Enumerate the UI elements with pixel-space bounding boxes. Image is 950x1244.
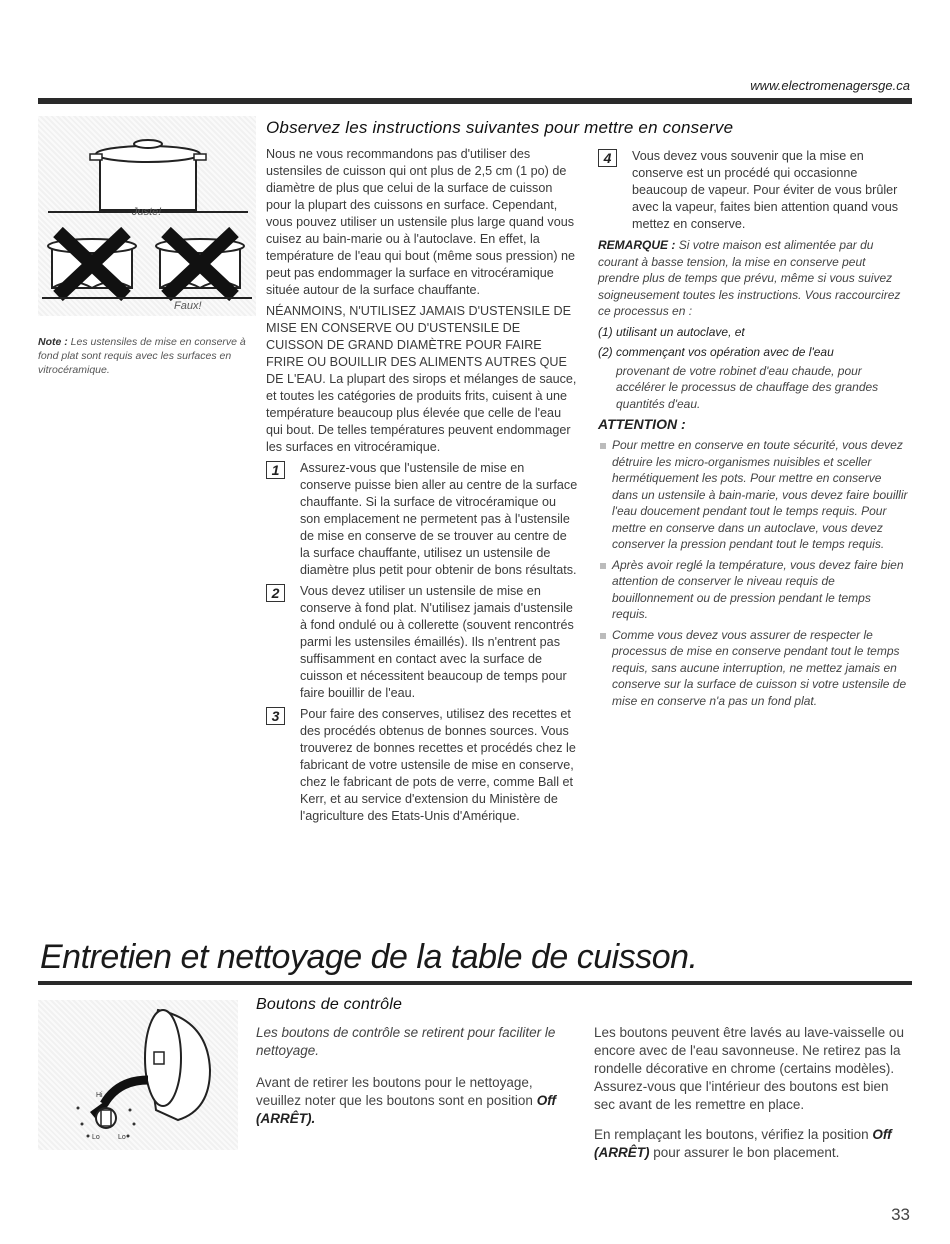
off-position-label-2: Off (ARRÊT) <box>594 1127 892 1160</box>
attention-item-1: Pour mettre en conserve en toute sécurité, vous devez détruire les micro-organismes nuisibles et sceller hermétiquement les pots. Pour mettre en conserve dans un ustensile à bain-marie, vous devez faire bouillir l'eau doucement pendant tout le temps requis. Pour mettre en conserve dans un autoclave, vous devez conserver la pression pendant tout le temps requis. <box>598 437 910 553</box>
website-url: www.electromenagersge.ca <box>750 78 910 93</box>
remarque-label: REMARQUE : <box>598 238 676 252</box>
remarque-option-2 <box>598 344 910 361</box>
step-text-4: Vous devez vous souvenir que la mise en conserve est un procédé qui occasionne beaucoup de vapeur. Pour éviter de vous brûler avec la vapeur, faites bien attention quand vous mettez en conserve. <box>632 149 899 231</box>
attention-item-3: Comme vous devez vous assurer de respecter le processus de mise en conserve pendant tout le temps requis, sans aucune interruption, ne mettez jamais en conserve sur la surface de cuisson si votre ustensile de mise en conserve n'a pas un fond plat. <box>598 627 910 710</box>
figure-note <box>38 335 248 377</box>
remarque-block <box>598 237 910 320</box>
middle-rule <box>38 981 912 985</box>
wrong-pot-right-icon <box>156 232 244 296</box>
knob-label-hi: Hi <box>96 1092 103 1099</box>
canning-step-4 <box>598 148 910 233</box>
controls-paragraph-1-text: Avant de retirer les boutons pour le nettoyage, veuillez noter que les boutons sont en position <box>256 1075 533 1108</box>
controls-paragraph-1 <box>256 1074 572 1128</box>
canning-paragraph-2: NÉANMOINS, N'UTILISEZ JAMAIS D'USTENSILE DE MISE EN CONSERVE OU D'USTENSILE DE CUISSON DE GRAND DIAMÈTRE POUR FAIRE FRIRE OU BOUILLIR DES ALIMENTS AUTRES QUE DE L'EAU. La plupart des sirops et mélanges de sauce, et toutes les catégories de produits frits, cuisent à une température beaucoup plus élevée que celle de l'eau qui bout. De telles températures peuvent endommager les surfaces en vitrocéramique. <box>266 304 577 454</box>
step-number-1: 1 <box>266 461 285 479</box>
cleaning-section-heading: Entretien et nettoyage de la table de cuisson. <box>40 938 698 976</box>
caption-correct: Juste! <box>132 206 162 218</box>
controls-paragraph-2: Les boutons peuvent être lavés au lave-vaisselle ou encore avec de l'eau savonneuse. Ne retirez pas la rondelle décorative en chrome (certains modèles). Assurez-vous que l'intérieur des boutons est bien sec avant de les remettre en place. <box>594 1025 904 1112</box>
controls-paragraph-3 <box>594 1126 912 1162</box>
controls-paragraph-3-a: En remplaçant les boutons, vérifiez la position <box>594 1127 869 1142</box>
canning-right-column <box>598 146 910 713</box>
canning-step-1 <box>266 460 578 579</box>
top-rule <box>38 98 912 104</box>
note-label: Note : <box>38 336 68 348</box>
canning-pots-illustration <box>38 116 256 316</box>
knob-label-lo-left: Lo <box>92 1134 100 1141</box>
knob-icon <box>145 1010 210 1120</box>
step-text-2: Vous devez utiliser un ustensile de mise en conserve à fond plat. N'utilisez jamais d'ustensile à fond ondulé ou à collerette (souvent rencontrés parmi les ustensiles émaillés). Ils n'entrent pas suffisamment en contact avec la surface de cuisson et nécessitent beaucoup de temps pour faire bouillir de l'eau. <box>300 584 574 700</box>
step-number-3: 3 <box>266 707 285 725</box>
step-text-1: Assurez-vous que l'ustensile de mise en conserve puisse bien aller au centre de la surface chauffante. Si la surface de vitrocéramique ou son emplacement ne permetent pas à l'ustensile de mise en conserve de se trouver au centre de la surface chauffante, utilisez un ustensile de diamètre plus petit pour obtenir de bons résultats. <box>300 461 578 577</box>
knob-drawing <box>38 1000 238 1150</box>
knob-label-lo-right: Lo <box>118 1134 126 1141</box>
step-number-4: 4 <box>598 149 617 167</box>
controls-right-text <box>594 1024 912 1162</box>
remarque-option-2-text: provenant de votre robinet d'eau chaude, pour accélérer le processus de chauffage des grandes quantités d'eau. <box>616 363 879 411</box>
canning-paragraph-1: Nous ne vous recommandons pas d'utiliser des ustensiles de cuisson qui ont plus de 2,5 cm (1 po) de diamètre de plus que celui de la surface de cuisson pour la plupart des cuissons en surface. Cependant, vous pouvez utiliser un ustensile plus large quand vous cuisez au bain-marie ou à l'autoclave. En effet, la température de l'eau qui bout (même sous pression) ne peut pas endommager la surface en vitrocéramique située autour de la surface chauffante. <box>266 147 576 297</box>
knob-illustration <box>38 1000 238 1150</box>
controls-paragraph-3-b: pour assurer le bon placement. <box>653 1145 840 1160</box>
correct-pot-icon <box>48 140 248 212</box>
attention-label: ATTENTION : <box>598 416 686 432</box>
remarque-option-2-label: (2) commençant vos opération avec de l'eau <box>598 345 834 359</box>
attention-item-2: Après avoir reglé la température, vous devez faire bien attention de conserver le niveau requis de bouillonnement ou de pression pendant le temps requis. <box>598 557 910 623</box>
controls-intro: Les boutons de contrôle se retirent pour faciliter le nettoyage. <box>256 1025 556 1058</box>
page-number: 33 <box>891 1205 910 1224</box>
canning-middle-column <box>266 146 578 829</box>
canning-section-title: Observez les instructions suivantes pour mettre en conserve <box>266 118 734 137</box>
step-number-2: 2 <box>266 584 285 602</box>
controls-subtitle: Boutons de contrôle <box>256 996 403 1013</box>
step-text-3: Pour faire des conserves, utilisez des recettes et des procédés obtenus de bonnes sources. Vous trouverez de bonnes recettes et procédés chez le fabricant de votre ustensile de mise en conserve, chez le fabricant de pots de verre, comme Ball et Kerr, et au service d'extension du Ministère de l'agriculture des Etats-Unis d'Amérique. <box>300 707 576 823</box>
note-text: Les ustensiles de mise en conserve à fond plat sont requis avec les surfaces en vitrocéramique. <box>38 336 246 376</box>
remarque-option-1: (1) utilisant un autoclave, et <box>598 324 745 339</box>
caption-wrong: Faux! <box>174 300 202 312</box>
dial-base-icon <box>77 1107 136 1138</box>
off-position-label: Off (ARRÊT). <box>256 1093 556 1126</box>
canning-step-2 <box>266 583 578 702</box>
controls-left-text <box>256 1024 572 1128</box>
canning-step-3 <box>266 706 578 825</box>
remarque-text: Si votre maison est alimentée par du courant à basse tension, la mise en conserve peut prendre plus de temps que prévu, même si vous suivez soigneusement toutes les instructions. Vous raccourcirez ce processus en : <box>598 238 901 318</box>
wrong-pot-left-icon <box>48 232 136 296</box>
